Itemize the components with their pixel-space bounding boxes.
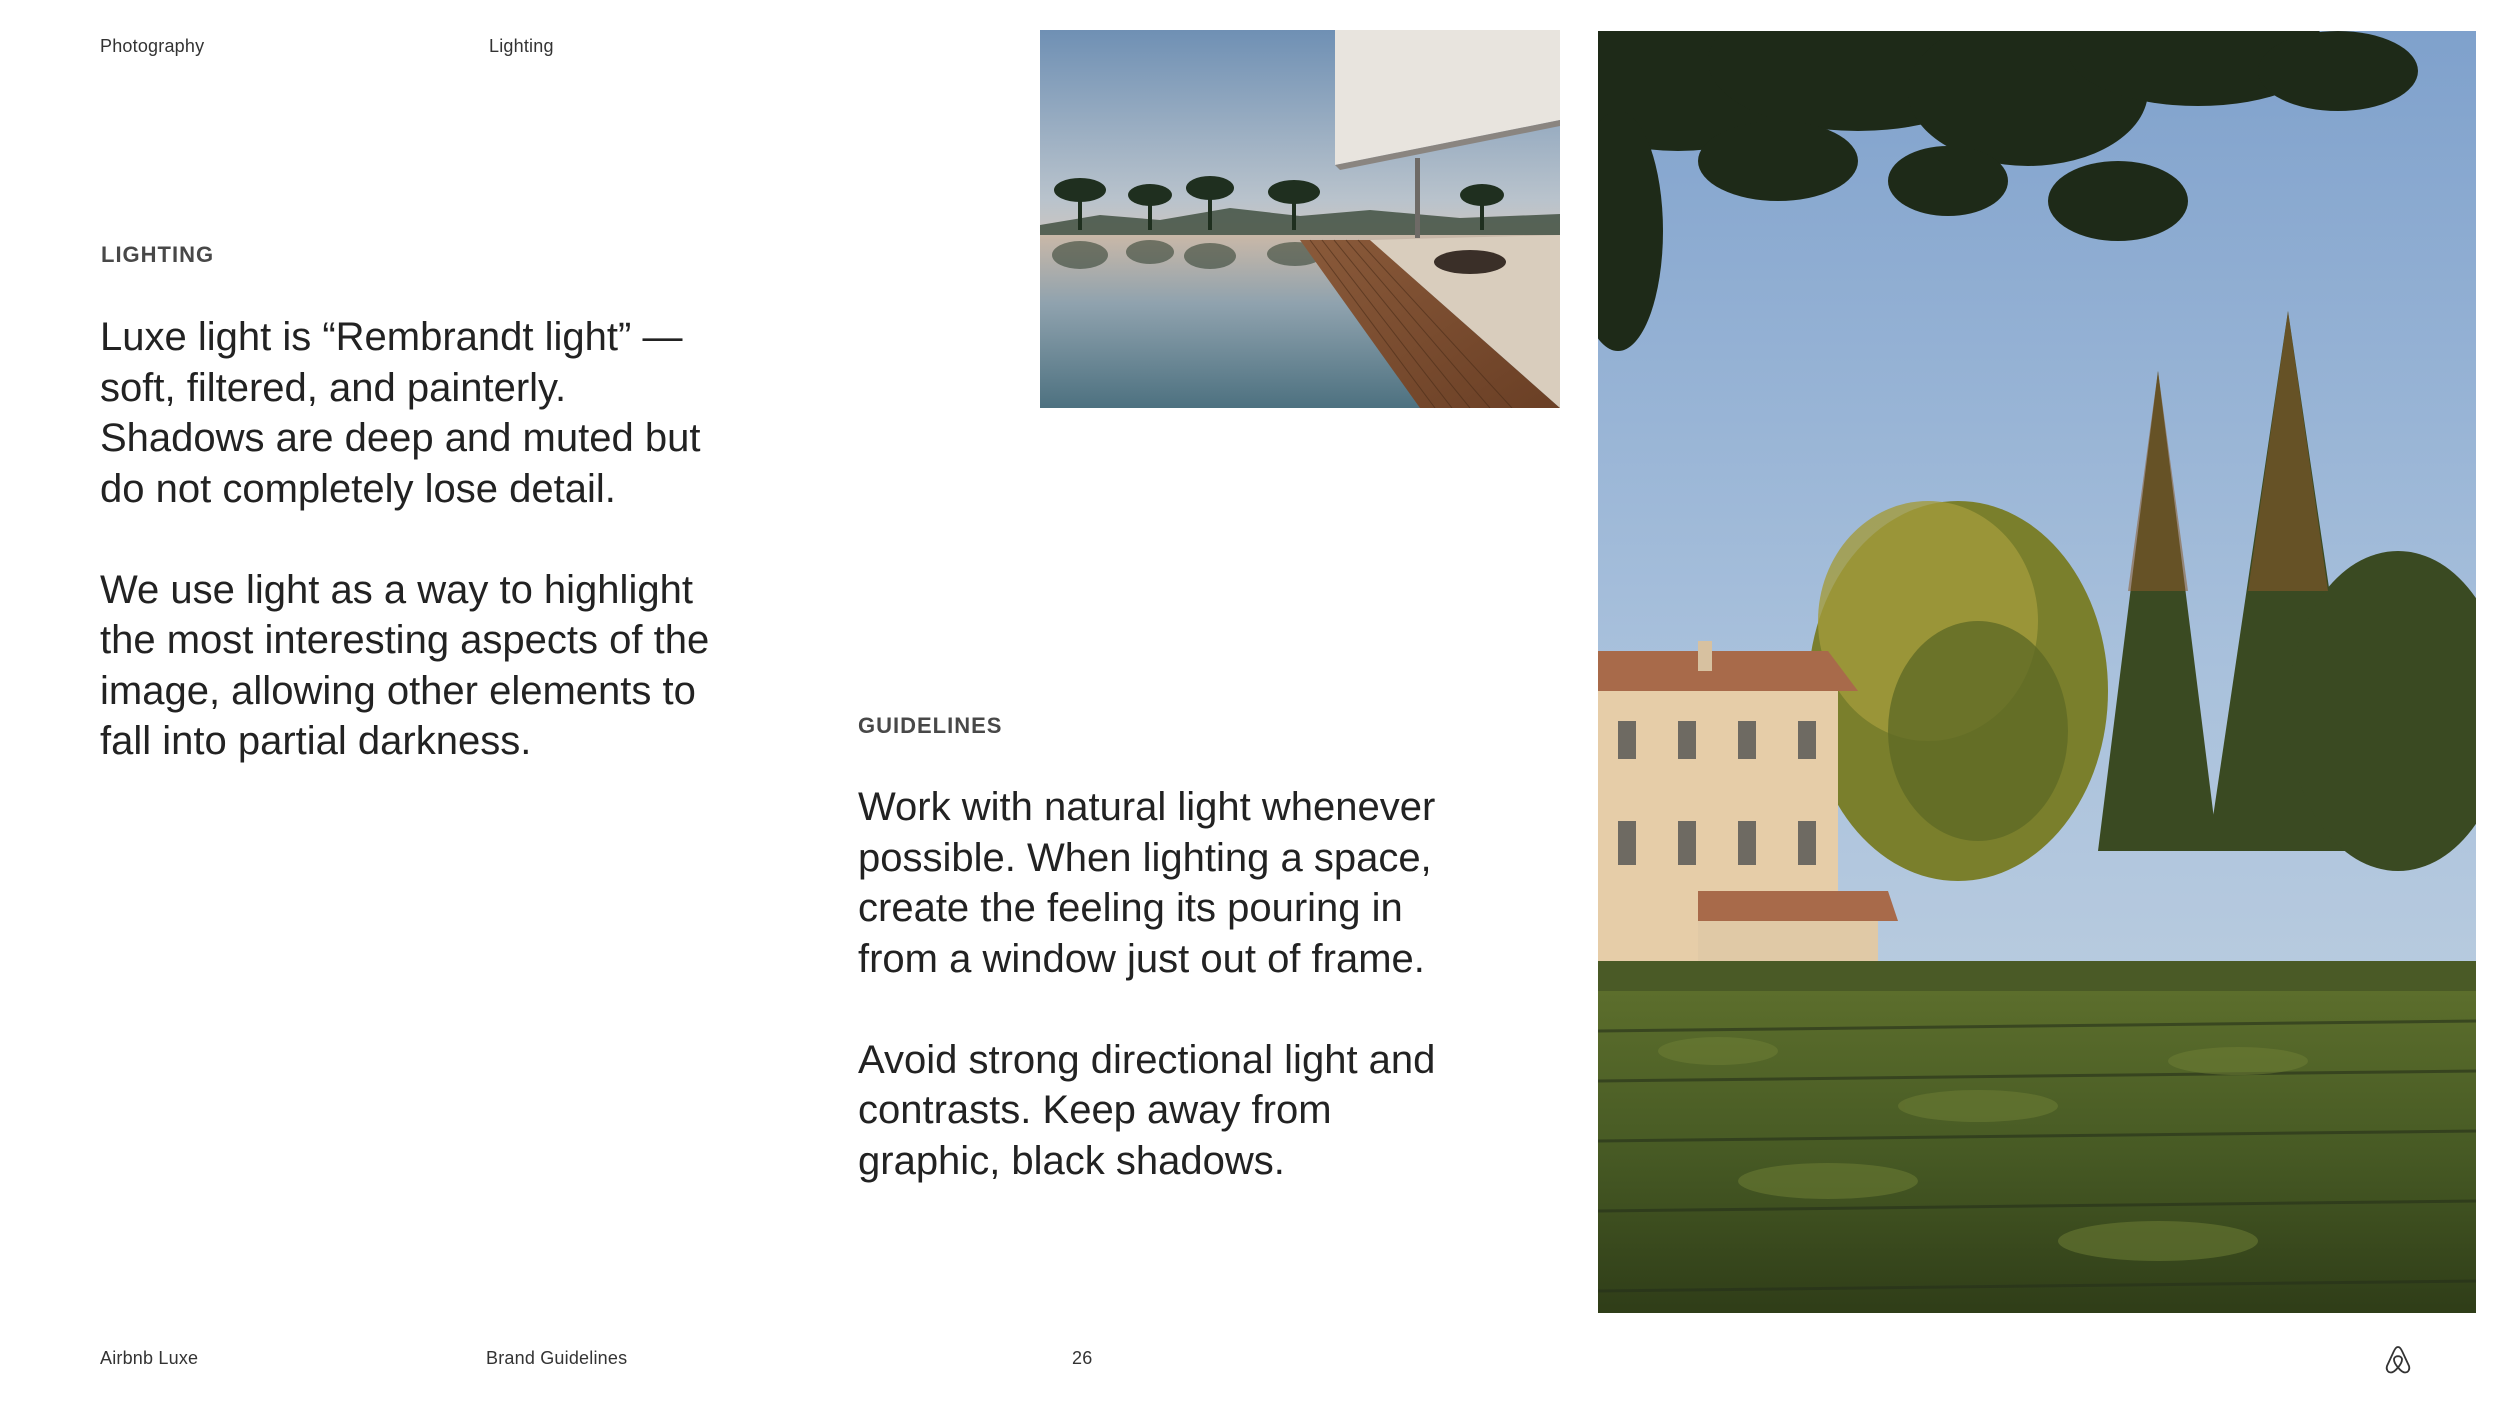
- text-line: graphic, black shadows.: [858, 1138, 1285, 1183]
- text-line: fall into partial darkness.: [100, 719, 532, 763]
- text-line: contrasts. Keep away from: [858, 1088, 1332, 1132]
- airbnb-belo-icon: [2384, 1345, 2412, 1375]
- text-line: Luxe light is “Rembrandt light” —: [100, 315, 683, 359]
- lighting-text: [100, 312, 740, 767]
- guidelines-paragraph-2: [858, 1035, 1478, 1187]
- text-line: Work with natural light whenever: [858, 785, 1436, 829]
- text-line: We use light as a way to highlight: [100, 567, 693, 612]
- text-line: soft, filtered, and painterly.: [100, 365, 567, 410]
- text-line: do not completely lose detail.: [100, 466, 616, 511]
- footer-brand: Airbnb Luxe: [100, 1348, 199, 1368]
- footer-document-title: Brand Guidelines: [486, 1348, 628, 1368]
- guidelines-text: [858, 782, 1478, 1186]
- lighting-paragraph-2: [100, 565, 740, 767]
- pool-photo: [1040, 30, 1560, 408]
- lighting-paragraph-1: [100, 312, 740, 514]
- lighting-label: LIGHTING: [101, 242, 215, 267]
- vineyard-photo: [1598, 31, 2476, 1313]
- header-section: Photography: [100, 36, 205, 56]
- page-number: 26: [1072, 1348, 1093, 1368]
- header-subsection: Lighting: [489, 36, 554, 56]
- guidelines-paragraph-1: [858, 782, 1478, 984]
- text-line: Shadows are deep and muted but: [100, 416, 701, 460]
- text-line: possible. When lighting a space,: [858, 835, 1432, 880]
- text-line: image, allowing other elements to: [100, 668, 696, 713]
- text-line: create the feeling its pouring in: [858, 886, 1403, 930]
- text-line: Avoid strong directional light and: [858, 1037, 1436, 1082]
- text-line: from a window just out of frame.: [858, 936, 1425, 981]
- guidelines-label: GUIDELINES: [858, 713, 1003, 738]
- text-line: the most interesting aspects of the: [100, 618, 710, 662]
